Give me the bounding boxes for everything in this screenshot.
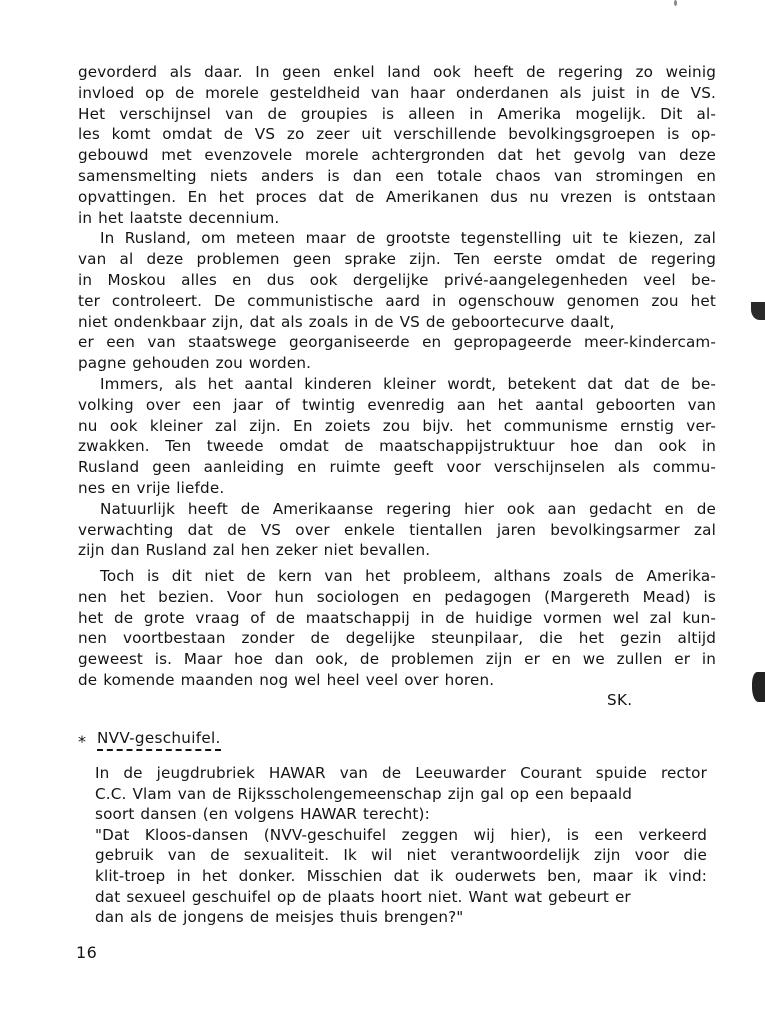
paragraph-line: Immers, als het aantal kinderen kleiner wordt, betekent dat dat de be- xyxy=(100,374,716,393)
section-title: NVV-geschuifel. xyxy=(97,728,221,751)
paragraph-line: les komt omdat de VS zo zeer uit verschillende bevolkingsgroepen is op- xyxy=(78,125,716,144)
paragraph-line: gebruik van de sexualiteit. Ik wil niet verantwoordelijk zijn voor die xyxy=(95,846,707,865)
paragraph-line: nes en vrije liefde. xyxy=(78,478,225,497)
section-marker: * xyxy=(78,732,86,751)
paragraph-line: zwakken. Ten tweede omdat de maatschappijstruktuur hoe dan ook in xyxy=(78,437,716,456)
paragraph-line: klit-troep in het donker. Misschien dat ik ouderwets ben, maar ik vind: xyxy=(95,866,707,885)
author-signature: SK. xyxy=(607,691,633,709)
paragraph-line: volking over een jaar of twintig evenredig aan het aantal geboorten van xyxy=(78,395,716,414)
paragraph-line: In Rusland, om meteen maar de grootste tegenstelling uit te kiezen, zal xyxy=(100,229,716,248)
page-number: 16 xyxy=(76,943,98,962)
paragraph-line: Natuurlijk heeft de Amerikaanse regering hier ook aan gedacht en de xyxy=(100,499,716,518)
article-conclusion xyxy=(78,566,716,691)
paragraph-line: in Moskou alles en dus ook dergelijke privé-aangelegenheden veel be- xyxy=(78,270,716,289)
paragraph-line: nen het bezien. Voor hun sociologen en pedagogen (Margereth Mead) is xyxy=(78,587,716,606)
paragraph-line: "Dat Kloos-dansen (NVV-geschuifel zeggen wij hier), is een verkeerd xyxy=(95,825,707,844)
paragraph-line: opvattingen. En het proces dat de Amerikanen dus nu vrezen is ontstaan xyxy=(78,187,716,206)
paragraph-line: van al deze problemen geen sprake zijn. Ten eerste omdat de regering xyxy=(78,250,716,269)
paragraph-line: soort dansen (en volgens HAWAR terecht): xyxy=(95,805,430,824)
paragraph-line: C.C. Vlam van de Rijksscholengemeenschap zijn gal op een bepaald xyxy=(95,784,633,803)
scan-artifact xyxy=(674,0,677,6)
paragraph-line: dat sexueel geschuifel op de plaats hoort niet. Want wat gebeurt er xyxy=(95,887,631,906)
paragraph-line: nen voortbestaan zonder de degelijke steunpilaar, die het gezin altijd xyxy=(78,629,716,648)
paragraph-line: dan als de jongens de meisjes thuis brengen?" xyxy=(95,908,464,927)
article-body xyxy=(78,62,716,561)
scan-artifact xyxy=(752,672,765,702)
paragraph-line: in het laatste decennium. xyxy=(78,208,280,227)
paragraph-line: gevorderd als daar. In geen enkel land ook heeft de regering zo weinig xyxy=(78,63,716,81)
paragraph-line: zijn dan Rusland zal hen zeker niet bevallen. xyxy=(78,541,431,560)
paragraph-line: de komende maanden nog wel heel veel over horen. xyxy=(78,670,495,689)
paragraph-line: invloed op de morele gesteldheid van haar onderdanen als juist in de VS. xyxy=(78,83,716,102)
paragraph-line: ter controleert. De communistische aard in ogenschouw genomen zou het xyxy=(78,291,716,310)
paragraph-line: nu ook kleiner zal zijn. En zoiets zou bijv. het communisme ernstig ver- xyxy=(78,416,716,435)
paragraph-line: pagne gehouden zou worden. xyxy=(78,354,312,373)
paragraph-line: In de jeugdrubriek HAWAR van de Leeuwarder Courant spuide rector xyxy=(95,764,707,782)
paragraph-line: geweest is. Maar hoe dan ook, de problemen zijn er en we zullen er in xyxy=(78,650,716,669)
paragraph-line: er een van staatswege georganiseerde en gepropageerde meer-kindercam- xyxy=(78,333,716,352)
paragraph-line: Rusland geen aanleiding en ruimte geeft voor verschijnselen als commu- xyxy=(78,458,716,477)
paragraph-line: samensmelting niets anders is dan een totale chaos van stromingen en xyxy=(78,166,716,185)
paragraph-line: gebouwd met evenzovele morele achtergronden dat het gevolg van deze xyxy=(78,146,716,165)
paragraph-line: verwachting dat de VS over enkele tientallen jaren bevolkingsarmer zal xyxy=(78,520,716,539)
section-body xyxy=(95,763,707,928)
paragraph-line: niet ondenkbaar zijn, dat als zoals in de VS de geboortecurve daalt, xyxy=(78,312,615,331)
paragraph-line: Het verschijnsel van de groupies is alleen in Amerika mogelijk. Dit al- xyxy=(78,104,716,123)
paragraph-line: het de grote vraag of de maatschappij in de huidige vormen wel zal kun- xyxy=(78,608,716,627)
scan-artifact xyxy=(751,302,765,320)
paragraph-line: Toch is dit niet de kern van het probleem, althans zoals de Amerika- xyxy=(100,567,716,585)
